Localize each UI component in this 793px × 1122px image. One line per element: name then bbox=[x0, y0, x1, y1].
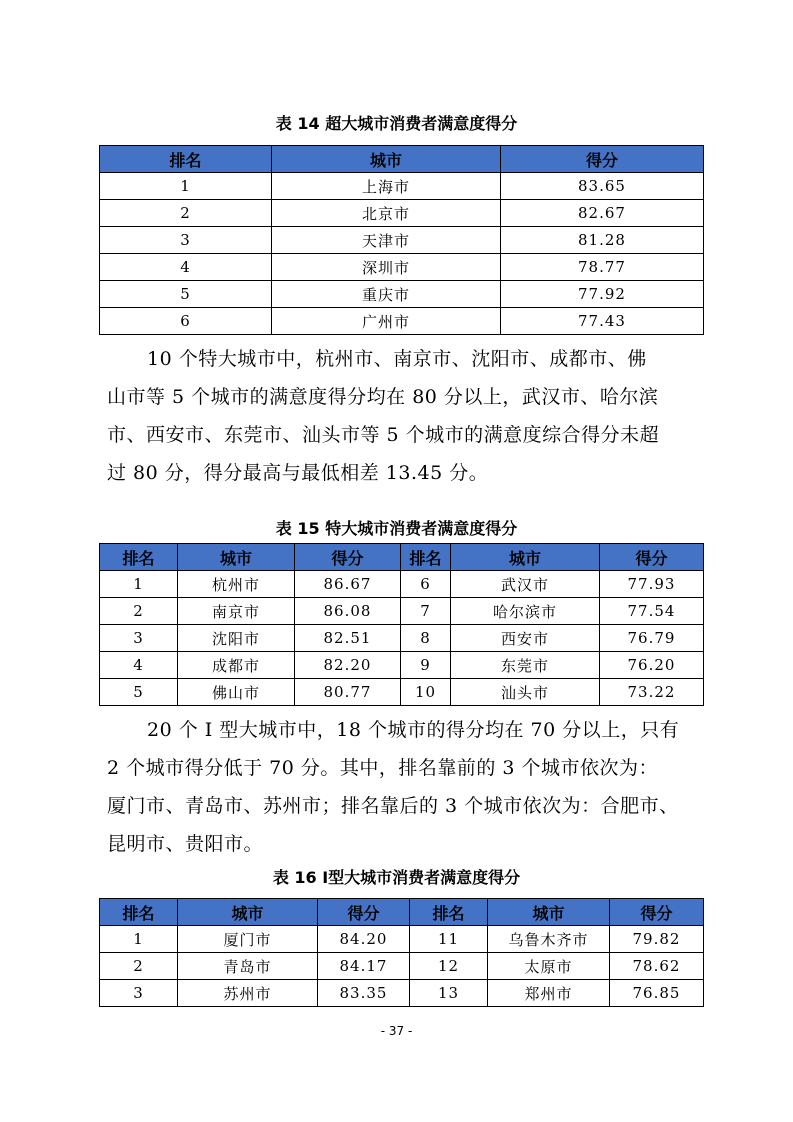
table-row bbox=[100, 308, 704, 335]
paragraph-line: 20 个 I 型大城市中，18 个城市的得分均在 70 分以上，只有 bbox=[147, 719, 680, 741]
cell-rank: 3 bbox=[100, 625, 178, 652]
cell-score: 80.77 bbox=[295, 679, 401, 706]
header-score: 得分 bbox=[295, 544, 401, 571]
paragraph-line: 过 80 分，得分最高与最低相差 13.45 分。 bbox=[107, 462, 489, 484]
cell-rank: 5 bbox=[100, 281, 272, 308]
table-row bbox=[100, 281, 704, 308]
header-score: 得分 bbox=[600, 544, 704, 571]
table-row bbox=[100, 598, 704, 625]
cell-rank: 1 bbox=[100, 173, 272, 200]
cell-score: 83.35 bbox=[318, 980, 410, 1007]
table14-caption: 表 14 超大城市消费者满意度得分 bbox=[275, 114, 518, 133]
cell-rank: 8 bbox=[401, 625, 451, 652]
table15 bbox=[99, 543, 704, 706]
cell-city: 佛山市 bbox=[178, 679, 295, 706]
cell-score: 76.79 bbox=[600, 625, 704, 652]
paragraph-1 bbox=[107, 340, 695, 492]
header-score: 得分 bbox=[318, 899, 410, 926]
cell-rank: 1 bbox=[100, 571, 178, 598]
cell-score: 77.43 bbox=[501, 308, 704, 335]
cell-score: 82.51 bbox=[295, 625, 401, 652]
header-city: 城市 bbox=[488, 899, 610, 926]
paragraph-line: 厦门市、青岛市、苏州市；排名靠后的 3 个城市依次为：合肥市、 bbox=[107, 795, 679, 817]
cell-city: 太原市 bbox=[488, 953, 610, 980]
cell-rank: 4 bbox=[100, 652, 178, 679]
cell-score: 76.85 bbox=[610, 980, 704, 1007]
cell-score: 86.67 bbox=[295, 571, 401, 598]
cell-rank: 1 bbox=[100, 926, 178, 953]
cell-rank: 3 bbox=[100, 227, 272, 254]
cell-city: 杭州市 bbox=[178, 571, 295, 598]
cell-score: 84.20 bbox=[318, 926, 410, 953]
cell-rank: 6 bbox=[401, 571, 451, 598]
cell-score: 86.08 bbox=[295, 598, 401, 625]
table-row bbox=[100, 227, 704, 254]
table-row bbox=[100, 173, 704, 200]
cell-rank: 7 bbox=[401, 598, 451, 625]
header-score: 得分 bbox=[610, 899, 704, 926]
cell-score: 77.92 bbox=[501, 281, 704, 308]
header-rank: 排名 bbox=[100, 899, 178, 926]
cell-city: 哈尔滨市 bbox=[451, 598, 600, 625]
table-row bbox=[100, 926, 704, 953]
cell-rank: 5 bbox=[100, 679, 178, 706]
cell-city: 西安市 bbox=[451, 625, 600, 652]
cell-rank: 13 bbox=[410, 980, 488, 1007]
page-number: - 37 - bbox=[380, 1024, 413, 1038]
table14-header-row bbox=[100, 146, 704, 173]
paragraph-line: 10 个特大城市中，杭州市、南京市、沈阳市、成都市、佛 bbox=[147, 348, 647, 370]
paragraph-line: 市、西安市、东莞市、汕头市等 5 个城市的满意度综合得分未超 bbox=[107, 424, 660, 446]
cell-city: 成都市 bbox=[178, 652, 295, 679]
cell-rank: 2 bbox=[100, 200, 272, 227]
cell-city: 上海市 bbox=[272, 173, 501, 200]
table-row bbox=[100, 953, 704, 980]
cell-city: 郑州市 bbox=[488, 980, 610, 1007]
table-row bbox=[100, 625, 704, 652]
cell-city: 青岛市 bbox=[178, 953, 318, 980]
table-row bbox=[100, 679, 704, 706]
header-rank: 排名 bbox=[100, 544, 178, 571]
header-score: 得分 bbox=[501, 146, 704, 173]
table-row bbox=[100, 652, 704, 679]
cell-rank: 12 bbox=[410, 953, 488, 980]
paragraph-line: 山市等 5 个城市的满意度得分均在 80 分以上，武汉市、哈尔滨 bbox=[107, 386, 659, 408]
header-city: 城市 bbox=[178, 899, 318, 926]
cell-city: 东莞市 bbox=[451, 652, 600, 679]
cell-rank: 6 bbox=[100, 308, 272, 335]
cell-score: 78.77 bbox=[501, 254, 704, 281]
cell-score: 81.28 bbox=[501, 227, 704, 254]
cell-score: 82.20 bbox=[295, 652, 401, 679]
cell-score: 76.20 bbox=[600, 652, 704, 679]
table-row bbox=[100, 571, 704, 598]
cell-rank: 2 bbox=[100, 953, 178, 980]
table16-header-row bbox=[100, 899, 704, 926]
header-rank: 排名 bbox=[410, 899, 488, 926]
cell-score: 84.17 bbox=[318, 953, 410, 980]
table16 bbox=[99, 898, 704, 1007]
cell-rank: 3 bbox=[100, 980, 178, 1007]
cell-city: 广州市 bbox=[272, 308, 501, 335]
cell-city: 武汉市 bbox=[451, 571, 600, 598]
cell-rank: 11 bbox=[410, 926, 488, 953]
cell-score: 83.65 bbox=[501, 173, 704, 200]
paragraph-2 bbox=[107, 711, 695, 863]
cell-score: 77.93 bbox=[600, 571, 704, 598]
cell-city: 苏州市 bbox=[178, 980, 318, 1007]
cell-city: 汕头市 bbox=[451, 679, 600, 706]
header-rank: 排名 bbox=[100, 146, 272, 173]
cell-city: 厦门市 bbox=[178, 926, 318, 953]
table-row bbox=[100, 200, 704, 227]
paragraph-line: 2 个城市得分低于 70 分。其中，排名靠前的 3 个城市依次为： bbox=[107, 757, 659, 779]
cell-score: 82.67 bbox=[501, 200, 704, 227]
cell-rank: 10 bbox=[401, 679, 451, 706]
table-row bbox=[100, 980, 704, 1007]
table14 bbox=[99, 145, 704, 335]
header-city: 城市 bbox=[272, 146, 501, 173]
paragraph-line: 昆明市、贵阳市。 bbox=[107, 833, 264, 855]
header-city: 城市 bbox=[451, 544, 600, 571]
cell-city: 沈阳市 bbox=[178, 625, 295, 652]
cell-rank: 9 bbox=[401, 652, 451, 679]
cell-score: 77.54 bbox=[600, 598, 704, 625]
cell-city: 北京市 bbox=[272, 200, 501, 227]
header-rank: 排名 bbox=[401, 544, 451, 571]
cell-score: 79.82 bbox=[610, 926, 704, 953]
cell-city: 天津市 bbox=[272, 227, 501, 254]
cell-city: 乌鲁木齐市 bbox=[488, 926, 610, 953]
cell-score: 78.62 bbox=[610, 953, 704, 980]
cell-score: 73.22 bbox=[600, 679, 704, 706]
table15-header-row bbox=[100, 544, 704, 571]
table-row bbox=[100, 254, 704, 281]
cell-city: 南京市 bbox=[178, 598, 295, 625]
header-city: 城市 bbox=[178, 544, 295, 571]
cell-rank: 4 bbox=[100, 254, 272, 281]
table16-caption: 表 16 Ⅰ型大城市消费者满意度得分 bbox=[272, 868, 521, 887]
cell-rank: 2 bbox=[100, 598, 178, 625]
table15-caption: 表 15 特大城市消费者满意度得分 bbox=[275, 519, 518, 538]
cell-city: 深圳市 bbox=[272, 254, 501, 281]
cell-city: 重庆市 bbox=[272, 281, 501, 308]
